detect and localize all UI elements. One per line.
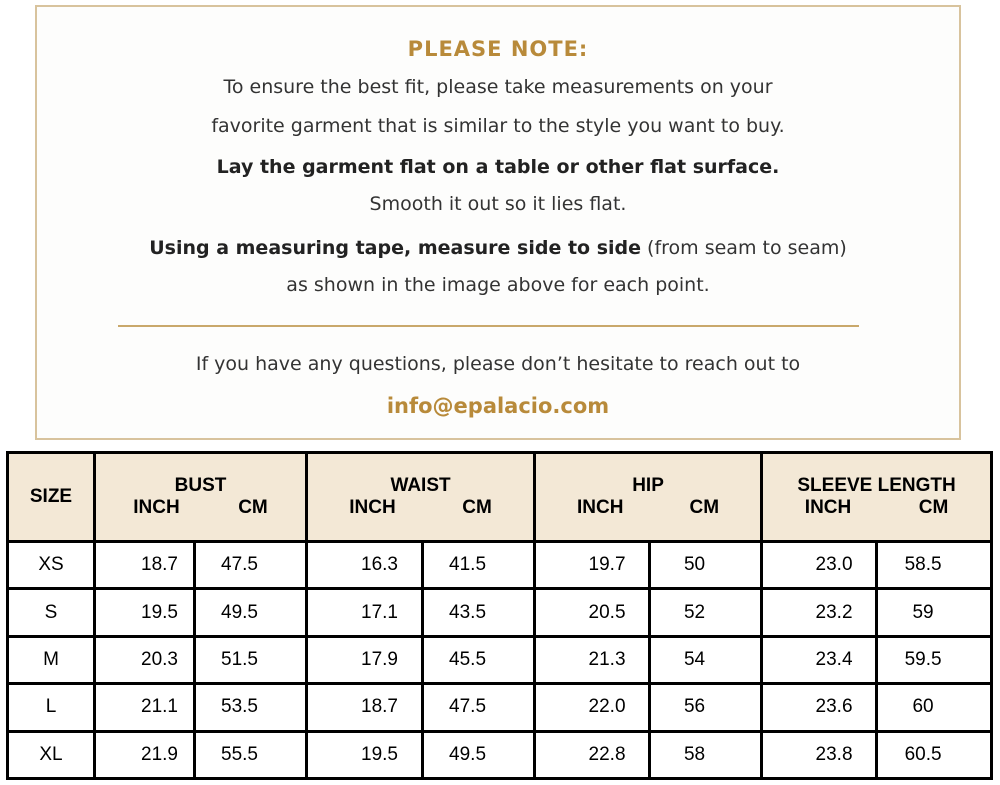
bust-cm-cell: 47.5 xyxy=(195,542,307,589)
note-title: PLEASE NOTE: xyxy=(407,37,589,61)
table-row xyxy=(8,542,992,589)
please-note-box xyxy=(35,5,961,440)
hip-cm-cell: 58 xyxy=(650,731,762,778)
waist-header xyxy=(307,453,535,542)
table-row xyxy=(8,589,992,636)
hip-inch-label: INCH xyxy=(577,497,624,518)
sleeve-inch-cell: 23.6 xyxy=(762,684,877,731)
waist-inch-cell: 17.9 xyxy=(307,636,423,683)
sleeve-inch-cell: 23.8 xyxy=(762,731,877,778)
table-row xyxy=(8,636,992,683)
hip-header xyxy=(535,453,762,542)
sleeve-cm-cell: 59 xyxy=(877,589,992,636)
sleeve-length-header xyxy=(762,453,992,542)
hip-cm-cell: 56 xyxy=(650,684,762,731)
table-row xyxy=(8,684,992,731)
bust-inch-cell: 20.3 xyxy=(95,636,195,683)
size-column-header: SIZE xyxy=(8,453,95,542)
note-line-2: favorite garment that is similar to the style you want to buy. xyxy=(211,115,785,137)
hip-inch-cell: 22.8 xyxy=(535,731,650,778)
header-row xyxy=(8,453,992,542)
note-line-5 xyxy=(37,237,959,259)
bust-inch-cell: 19.5 xyxy=(95,589,195,636)
size-cell: XS xyxy=(8,542,95,589)
waist-inch-cell: 18.7 xyxy=(307,684,423,731)
size-cell: M xyxy=(8,636,95,683)
waist-header-label: WAIST xyxy=(390,475,451,496)
size-cell: L xyxy=(8,684,95,731)
waist-cm-cell: 41.5 xyxy=(423,542,535,589)
size-cell: XL xyxy=(8,731,95,778)
hip-header-label: HIP xyxy=(632,475,664,496)
size-cell: S xyxy=(8,589,95,636)
bust-inch-cell: 21.9 xyxy=(95,731,195,778)
bust-cm-cell: 53.5 xyxy=(195,684,307,731)
bust-inch-cell: 18.7 xyxy=(95,542,195,589)
waist-inch-cell: 16.3 xyxy=(307,542,423,589)
bust-inch-cell: 21.1 xyxy=(95,684,195,731)
sleeve-inch-cell: 23.0 xyxy=(762,542,877,589)
note-line-1: To ensure the best fit, please take measurements on your xyxy=(223,76,773,98)
sleeve-inch-cell: 23.4 xyxy=(762,636,877,683)
sleeve-cm-label: CM xyxy=(918,497,949,518)
note-line-7: If you have any questions, please don’t hesitate to reach out to xyxy=(195,353,801,375)
hip-cm-cell: 52 xyxy=(650,589,762,636)
bust-inch-label: INCH xyxy=(133,497,180,518)
hip-inch-cell: 20.5 xyxy=(535,589,650,636)
note-line-4: Smooth it out so it lies flat. xyxy=(369,193,627,215)
sleeve-cm-cell: 60.5 xyxy=(877,731,992,778)
hip-inch-cell: 22.0 xyxy=(535,684,650,731)
bust-cm-label: CM xyxy=(238,497,268,518)
note-divider xyxy=(118,325,859,327)
hip-cm-cell: 54 xyxy=(650,636,762,683)
bust-cm-cell: 55.5 xyxy=(195,731,307,778)
hip-cm-cell: 50 xyxy=(650,542,762,589)
waist-inch-cell: 17.1 xyxy=(307,589,423,636)
waist-cm-cell: 43.5 xyxy=(423,589,535,636)
waist-cm-cell: 45.5 xyxy=(423,636,535,683)
waist-inch-label: INCH xyxy=(349,497,396,518)
hip-inch-cell: 19.7 xyxy=(535,542,650,589)
sleeve-cm-cell: 59.5 xyxy=(877,636,992,683)
note-line-5-bold: Using a measuring tape, measure side to side xyxy=(149,237,642,259)
waist-inch-cell: 19.5 xyxy=(307,731,423,778)
bust-cm-cell: 49.5 xyxy=(195,589,307,636)
table-row xyxy=(8,731,992,778)
sleeve-cm-cell: 58.5 xyxy=(877,542,992,589)
hip-cm-label: CM xyxy=(689,497,720,518)
bust-cm-cell: 51.5 xyxy=(195,636,307,683)
sleeve-length-header-label: SLEEVE LENGTH xyxy=(797,475,956,496)
contact-email-link[interactable]: info@epalacio.com xyxy=(386,394,610,418)
sleeve-inch-cell: 23.2 xyxy=(762,589,877,636)
waist-cm-cell: 47.5 xyxy=(423,684,535,731)
waist-cm-label: CM xyxy=(462,497,492,518)
note-line-3: Lay the garment flat on a table or other flat surface. xyxy=(216,156,780,178)
bust-header-label: BUST xyxy=(174,475,227,496)
sleeve-cm-cell: 60 xyxy=(877,684,992,731)
hip-inch-cell: 21.3 xyxy=(535,636,650,683)
note-line-6: as shown in the image above for each point. xyxy=(286,274,710,296)
note-line-5-rest: (from seam to seam) xyxy=(641,237,847,259)
bust-header xyxy=(95,453,307,542)
sleeve-inch-label: INCH xyxy=(804,497,852,518)
waist-cm-cell: 49.5 xyxy=(423,731,535,778)
size-chart-table xyxy=(6,451,993,780)
